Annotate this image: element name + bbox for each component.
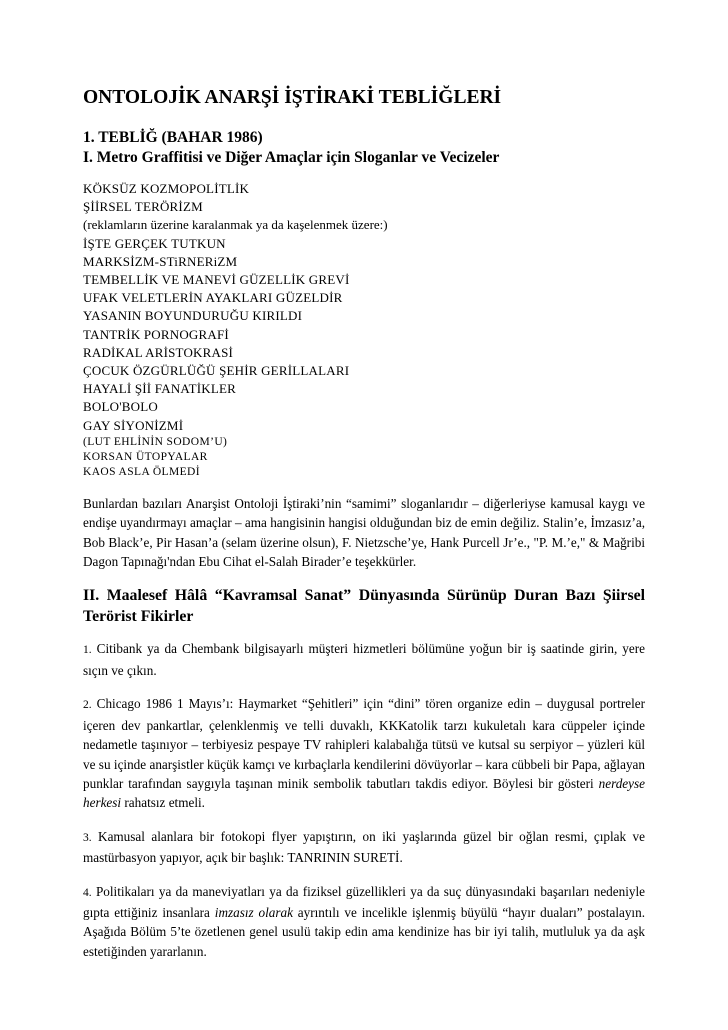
list-item: [83, 694, 645, 812]
document-page: [83, 86, 645, 975]
slogan: KORSAN ÜTOPYALAR: [83, 450, 208, 463]
slogan-list: [83, 180, 645, 480]
item-number: 1.: [83, 644, 92, 657]
slogan: RADİKAL ARİSTOKRASİ: [83, 344, 234, 360]
slogan: KÖKSÜZ KOZMOPOLİTLİK: [83, 181, 250, 196]
slogan: TEMBELLİK VE MANEVİ GÜZELLİK GREVİ: [83, 272, 350, 288]
slogan: YASANIN BOYUNDURUĞU KIRILDI: [83, 308, 303, 324]
item-text-after: rahatsız etmeli.: [121, 795, 205, 811]
slogan-note: (reklamların üzerine karalanmak ya da kaşelenmek üzere:): [83, 217, 388, 233]
section-2-heading: II. Maalesef Hâlâ “Kavramsal Sanat” Dünyasında Sürünüp Duran Bazı Şiirsel Terörist Fikirler: [83, 587, 645, 626]
item-emphasis: nerdeyse herkesi: [83, 775, 645, 811]
list-item: [83, 882, 645, 962]
item-text: Kamusal alanlara bir fotokopi flyer yapıştırın, on iki yaşlarında güzel bir oğlan resmi, çıplak ve mastürbasyon yapıyor, açık bir başlık: TANRININ SURETİ.: [83, 828, 645, 866]
slogan: ÇOCUK ÖZGÜRLÜĞÜ ŞEHİR GERİLLALARI: [83, 363, 350, 379]
item-text: Chicago 1986 1 Mayıs’ı: Haymarket “Şehitleri” için “dini” tören organize edin – duygusal portreler içeren dev pankartlar, çelenklenmiş ve telli duvaklı, KKKatolik tarzı kukuletalı kara cüppeler içinde nedametle taşınıyor – terbiyesiz pespaye TV rahipleri kalabalığa tütsü ve kutsal su serpiyor – yüzleri kül ve su içinde anarşistler küçük kamçı ve kırbaçlarla kendilerini dövüyorlar – kara cübbeli bir Papa, ağlayan punklar tarafından saygıyla taşınan minik sembolik tabutları takdis ediyor. Böylesi bir gösteri: [83, 696, 645, 791]
slogan: MARKSİZM-STiRNERiZM: [83, 253, 238, 269]
section-1-heading: I. Metro Graffitisi ve Diğer Amaçlar için Sloganlar ve Vecizeler: [83, 149, 500, 166]
document-title: ONTOLOJİK ANARŞİ İŞTİRAKİ TEBLİĞLERİ: [83, 87, 502, 108]
slogan: BOLO'BOLO: [83, 399, 158, 415]
slogan: (LUT EHLİNİN SODOM’U): [83, 435, 228, 448]
list-item: [83, 639, 645, 680]
slogan: TANTRİK PORNOGRAFİ: [83, 326, 229, 342]
slogan: KAOS ASLA ÖLMEDİ: [83, 465, 200, 478]
item-emphasis: imzasız olarak: [214, 904, 293, 920]
item-text: Citibank ya da Chembank bilgisayarlı müşteri hizmetleri bölümüne yoğun bir iş saatinde girin, yere sıçın ve çıkın.: [83, 641, 645, 678]
slogan: GAY SİYONİZMİ: [83, 417, 184, 433]
intro-paragraph: Bunlardan bazıları Anarşist Ontoloji İştiraki’nin “samimi” sloganlarıdır – diğerleriyse kamusal kaygı ve endişe uyandırmayı amaçlar – ama hangisinin hangisi olduğundan biz de emin değiliz. Stalin’e, İmzasız’a, Bob Black’e, Pir Hasan’a (selam üzerine olsun), F. Nietzsche’ye, Hank Purcell Jr’e., "P. M.’e," & Mağribi Dagon Tapınağı'ndan Ebu Cihat el-Salah Birader’e teşekkürler.: [83, 495, 645, 570]
slogan: ŞİİRSEL TERÖRİZM: [83, 199, 203, 215]
item-number: 3.: [83, 831, 92, 844]
slogan: UFAK VELETLERİN AYAKLARI GÜZELDİR: [83, 290, 343, 306]
item-number: 4.: [83, 886, 92, 899]
list-item: [83, 827, 645, 868]
item-number: 2.: [83, 699, 92, 712]
item-text: Politikaları ya da maneviyatları ya da fiziksel güzellikleri ya da suç dünyasındaki başarıları nedeniyle gıpta ettiğiniz insanlara: [83, 883, 645, 920]
slogan: HAYALİ Şİİ FANATİKLER: [83, 381, 236, 397]
item-text-after: ayrıntılı ve incelikle işlenmiş büyülü “hayır duaları” postalayın. Aşağıda Bölüm 5’te özetlenen genel usulü takip edin ama kendinize has bir iyi talih, mutluluk ya da aşk estetiğinden yararlanın.: [83, 904, 645, 959]
slogan: İŞTE GERÇEK TUTKUN: [83, 235, 226, 251]
bulletin-heading: 1. TEBLİĞ (BAHAR 1986): [83, 129, 263, 146]
